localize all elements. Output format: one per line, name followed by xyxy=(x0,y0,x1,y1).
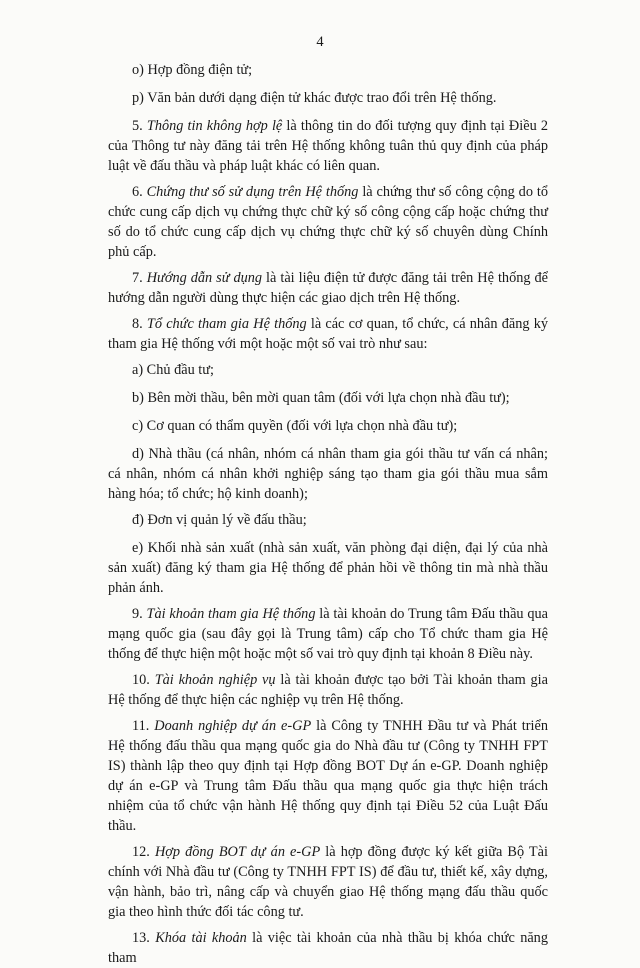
paragraph-number: 11. xyxy=(132,718,155,734)
defined-term: Tổ chức tham gia Hệ thống xyxy=(146,316,307,332)
paragraph-text: là các cơ quan, tổ chức, cá nhân đăng ký tham gia Hệ thống với một hoặc một số vai trò như sau: xyxy=(108,316,548,352)
defined-term: Hợp đồng BOT dự án e-GP xyxy=(154,844,321,860)
defined-term: Khóa tài khoản xyxy=(155,930,247,946)
paragraph-text: là Công ty TNHH Đầu tư và Phát triển Hệ thống đấu thầu qua mạng quốc gia do Nhà đầu tư (Công ty TNHH FPT IS) thành lập theo quy định tại Hợp đồng BOT Dự án e-GP. Doanh nghiệp dự án e-GP và Trung tâm Đấu thầu qua mạng quốc gia thực hiện trách nhiệm của tổ chức vận hành Hệ thống quy định tại Điều 52 của Luật Đấu thầu. xyxy=(108,718,548,834)
paragraph-number: 12. xyxy=(132,844,155,860)
page-number: 4 xyxy=(316,34,324,50)
paragraph-text: là tài liệu điện tử được đăng tải trên Hệ thống để hướng dẫn người dùng thực hiện các giao dịch trên Hệ thống. xyxy=(108,270,548,306)
paragraph-text: là việc tài khoản của nhà thầu bị khóa chức năng tham xyxy=(108,930,548,966)
paragraph-text: là thông tin do đối tượng quy định tại Điều 2 của Thông tư này đăng tải trên Hệ thống không tuân thủ quy định của pháp luật về đấu thầu và pháp luật khác có liên quan. xyxy=(108,118,549,174)
paragraph-p xyxy=(108,88,548,108)
paragraph-13 xyxy=(108,928,548,968)
paragraph-text: b) Bên mời thầu, bên mời quan tâm (đối với lựa chọn nhà đầu tư); xyxy=(132,390,510,406)
paragraph-text: e) Khối nhà sản xuất (nhà sản xuất, văn phòng đại diện, đại lý của nhà sản xuất) đăng ký tham gia Hệ thống để phản hồi về thông tin mà nhà thầu phản ánh. xyxy=(108,540,548,596)
paragraph-text: c) Cơ quan có thẩm quyền (đối với lựa chọn nhà đầu tư); xyxy=(132,418,458,434)
paragraph-number: 7. xyxy=(132,270,147,286)
paragraph-text: a) Chủ đầu tư; xyxy=(132,362,214,378)
paragraph-b xyxy=(108,388,548,408)
paragraph-d xyxy=(108,444,548,504)
paragraph-10 xyxy=(108,670,548,710)
paragraph-number: 10. xyxy=(132,672,155,688)
paragraph-9 xyxy=(108,604,548,664)
paragraph-a xyxy=(108,360,548,380)
paragraph-7 xyxy=(108,268,548,308)
paragraph-11 xyxy=(108,716,548,836)
defined-term: Tài khoản nghiệp vụ xyxy=(154,672,276,688)
paragraph-e xyxy=(108,538,548,598)
paragraph-text: p) Văn bản dưới dạng điện tử khác được trao đổi trên Hệ thống. xyxy=(132,90,497,106)
paragraph-number: 6. xyxy=(132,184,147,200)
defined-term: Doanh nghiệp dự án e-GP xyxy=(154,718,312,734)
paragraph-8 xyxy=(108,314,548,354)
paragraph-number: 13. xyxy=(132,930,156,946)
paragraph-text: là tài khoản được tạo bởi Tài khoản tham gia Hệ thống để thực hiện các nghiệp vụ trên Hệ thống. xyxy=(108,672,548,708)
paragraph-text: là hợp đồng được ký kết giữa Bộ Tài chính với Nhà đầu tư (Công ty TNHH FPT IS) để đầu tư, thiết kế, xây dựng, vận hành, bảo trì, nâng cấp và chuyển giao Hệ thống mạng đấu thầu quốc gia theo hình thức đối tác công tư. xyxy=(108,844,548,920)
paragraph-text: là chứng thư số công cộng do tổ chức cung cấp dịch vụ chứng thực chữ ký số công cộng cấp hoặc chứng thư số do tổ chức cung cấp dịch vụ chứng thực chữ ký số chuyên dùng Chính phủ cấp. xyxy=(108,184,548,260)
paragraph-number: 5. xyxy=(132,118,147,134)
paragraph-text: d) Nhà thầu (cá nhân, nhóm cá nhân tham gia gói thầu tư vấn cá nhân; cá nhân, nhóm cá nhân khởi nghiệp sáng tạo tham gia gói thầu mua sắm hàng hóa; tổ chức; hộ kinh doanh); xyxy=(108,446,548,502)
paragraph-12 xyxy=(108,842,548,922)
paragraph-text: đ) Đơn vị quản lý về đấu thầu; xyxy=(132,512,307,528)
paragraph-6 xyxy=(108,182,548,262)
paragraph-number: 9. xyxy=(132,606,147,622)
defined-term: Thông tin không hợp lệ xyxy=(146,118,283,134)
paragraph-o xyxy=(108,60,548,80)
paragraph-number: 8. xyxy=(132,316,147,332)
paragraph-c xyxy=(108,416,548,436)
defined-term: Chứng thư số sử dụng trên Hệ thống xyxy=(146,184,359,200)
defined-term: Tài khoản tham gia Hệ thống xyxy=(146,606,316,622)
paragraph-5 xyxy=(108,116,548,176)
document-body xyxy=(108,60,548,968)
defined-term: Hướng dẫn sử dụng xyxy=(146,270,263,286)
paragraph-text: o) Hợp đồng điện tử; xyxy=(132,62,253,78)
paragraph-dd xyxy=(108,510,548,530)
paragraph-text: là tài khoản do Trung tâm Đấu thầu qua mạng quốc gia (sau đây gọi là Trung tâm) cấp cho Tổ chức tham gia Hệ thống để thực hiện một hoặc một số vai trò quy định tại khoản 8 Điều này. xyxy=(108,606,548,662)
